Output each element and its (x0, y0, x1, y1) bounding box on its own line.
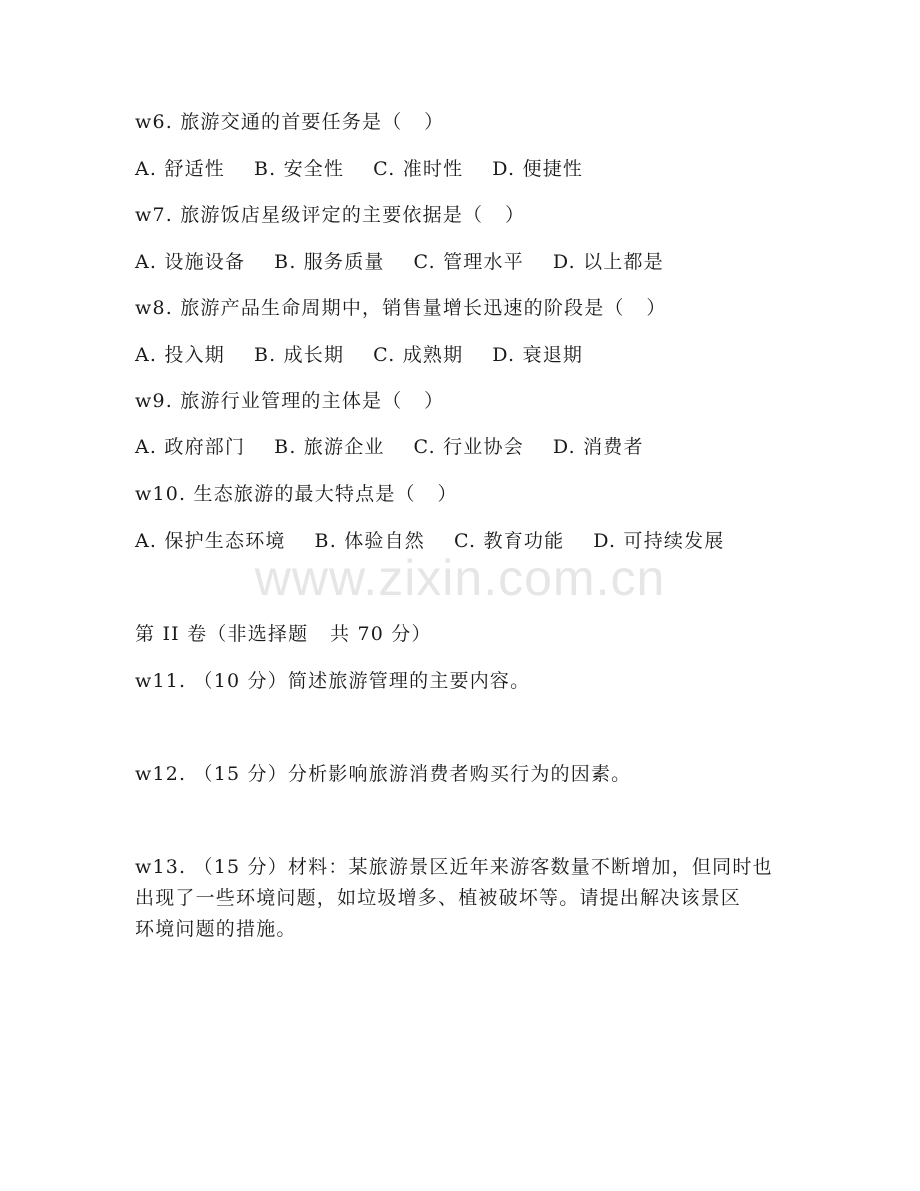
watermark: www.zixin.com.cn (254, 550, 666, 606)
question-11: w11. （10 分）简述旅游管理的主要内容。 (135, 670, 531, 692)
question-13-line-2: 出现了一些环境问题，如垃圾增多、植被破坏等。请提出解决该景区 (135, 887, 742, 909)
question-7-stem: w7. 旅游饭店星级评定的主要依据是（ ） (135, 204, 526, 226)
question-10-options: A. 保护生态环境 B. 体验自然 C. 教育功能 D. 可持续发展 (135, 530, 725, 552)
question-9-stem: w9. 旅游行业管理的主体是（ ） (135, 390, 445, 412)
question-9-options: A. 政府部门 B. 旅游企业 C. 行业协会 D. 消费者 (135, 436, 644, 458)
section-title: 第 II 卷（非选择题 共 70 分） (135, 623, 432, 645)
question-6-options: A. 舒适性 B. 安全性 C. 准时性 D. 便捷性 (135, 158, 584, 180)
question-10-stem: w10. 生态旅游的最大特点是（ ） (135, 483, 458, 505)
question-13-line-3: 环境问题的措施。 (135, 918, 297, 940)
question-6-stem: w6. 旅游交通的首要任务是（ ） (135, 111, 445, 133)
question-12: w12. （15 分）分析影响旅游消费者购买行为的因素。 (135, 763, 632, 785)
question-7-options: A. 设施设备 B. 服务质量 C. 管理水平 D. 以上都是 (135, 251, 664, 273)
question-8-stem: w8. 旅游产品生命周期中，销售量增长迅速的阶段是（ ） (135, 297, 667, 319)
question-13-line-1: w13. （15 分）材料：某旅游景区近年来游客数量不断增加，但同时也 (135, 856, 773, 878)
question-8-options: A. 投入期 B. 成长期 C. 成熟期 D. 衰退期 (135, 344, 584, 366)
